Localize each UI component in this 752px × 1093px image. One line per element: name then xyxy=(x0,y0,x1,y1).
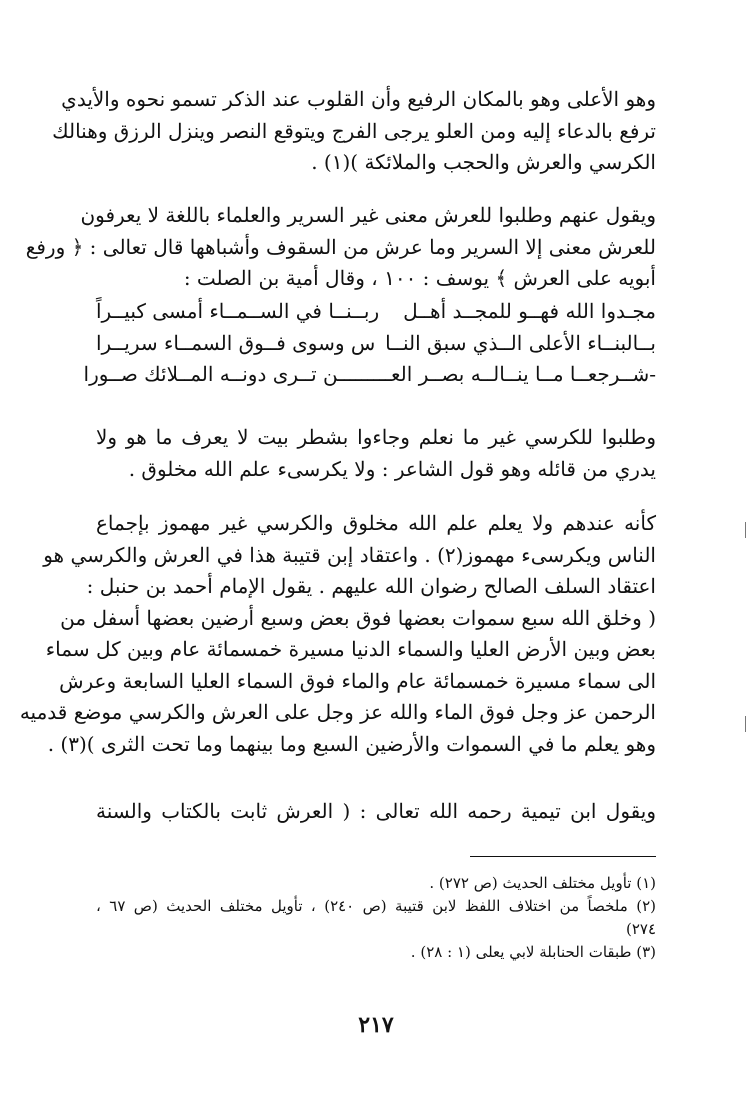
verse-second-hemistich: ــــن تــرى دونــه المــلائك صــورا xyxy=(83,362,362,386)
text-line: الرحمن عز وجل فوق الماء والله عز وجل على العرش والكرسي موضع قدميه xyxy=(19,700,656,724)
verse-first-hemistich: مجـدوا الله فهــو للمجــد أهــل xyxy=(403,299,656,323)
paragraph-1 xyxy=(52,84,656,179)
scan-margin-mark xyxy=(745,522,746,538)
verse-second-hemistich: س وسوى فــوق السمــاء سريــرا xyxy=(96,330,376,355)
text-line: الناس ويكرسىء مهموز(٢) . واعتقاد إبن قتيبة هذا في العرش والكرسي هو xyxy=(43,542,656,567)
footnote-2: (٢) ملخصاً من اختلاف اللفظ لابن قتيبة (ص ٢٤٠) ، تأويل مختلف الحديث (ص ٦٧ ، xyxy=(96,897,657,915)
footnote-separator xyxy=(470,856,656,857)
verse-second-hemistich: ربــنــا في الســمــاء أمسى كبيــراً xyxy=(96,299,380,323)
text-line: أبويه على العرش ﴾ يوسف : ١٠٠ ، وقال أمية بن الصلت : xyxy=(183,266,656,290)
text-line: ترفع بالدعاء إليه ومن العلو يرجى الفرج ويتوقع النصر وينزل الرزق وهنالك xyxy=(52,118,656,143)
text-line: وهو الأعلى وهو بالمكان الرفيع وأن القلوب عند الذكر تسمو نحوه والأيدي xyxy=(61,87,656,111)
text-line: الكرسي والعرش والحجب والملائكة )(١) . xyxy=(311,150,656,174)
verse-first-hemistich: -شــرجعــا مــا ينــالــه بصــر العـــــ xyxy=(361,362,656,386)
scan-margin-mark xyxy=(745,716,746,732)
verse-first-hemistich: بــالبنــاء الأعلى الــذي سبق النــا xyxy=(385,330,656,355)
paragraph-5 xyxy=(96,796,656,828)
footnotes xyxy=(96,872,656,964)
footnote-3: (٣) طبقات الحنابلة لابي يعلى (١ : ٢٨) . xyxy=(410,943,656,961)
text-line: الى سماء مسيرة خمسمائة عام والماء فوق السماء العليا السابعة وعرش xyxy=(59,668,656,693)
page-number: ٢١٧ xyxy=(358,1012,394,1038)
poem-verse xyxy=(83,359,656,391)
text-line: ويقول عنهم وطلبوا للعرش معنى غير السرير والعلماء باللغة لا يعرفون xyxy=(80,203,656,227)
text-line: ( وخلق الله سبع سموات بعضها فوق بعض وسبع أرضين بعضها أسفل من xyxy=(60,605,656,630)
text-line: وطلبوا للكرسي غير ما نعلم وجاءوا بشطر بيت لا يعرف ما هو ولا xyxy=(96,425,656,449)
text-line: كأنه عندهم ولا يعلم علم الله مخلوق والكرسي غير مهموز بإجماع xyxy=(96,511,656,535)
paragraph-4 xyxy=(19,508,656,760)
text-line: يدري من قائله وهو قول الشاعر : ولا يكرسىء علم الله مخلوق . xyxy=(128,456,656,481)
text-line: بعض وبين الأرض العليا والسماء الدنيا مسيرة خمسمائة عام وبين كل سماء xyxy=(45,637,656,661)
footnote-1: (١) تأويل مختلف الحديث (ص ٢٧٢) . xyxy=(429,874,656,892)
text-line: وهو يعلم ما في السموات والأرضين السبع وما بينهما وما تحت الثرى )(٣) . xyxy=(47,731,656,756)
text-line: للعرش معنى إلا السرير وما عرش من السقوف وأشباهها قال تعالى : ﴿ ورفع xyxy=(25,234,656,259)
paragraph-3 xyxy=(96,422,656,485)
text-line: اعتقاد السلف الصالح رضوان الله عليهم . يقول الإمام أحمد بن حنبل : xyxy=(86,574,656,598)
poem-verse xyxy=(96,296,656,328)
poem-verse xyxy=(96,328,656,360)
poem-block xyxy=(83,296,656,391)
footnote-2-continued: ٢٧٤) xyxy=(625,920,656,938)
paragraph-2 xyxy=(25,200,656,295)
text-line: ويقول ابن تيمية رحمه الله تعالى : ( العرش ثابت بالكتاب والسنة xyxy=(96,799,656,823)
